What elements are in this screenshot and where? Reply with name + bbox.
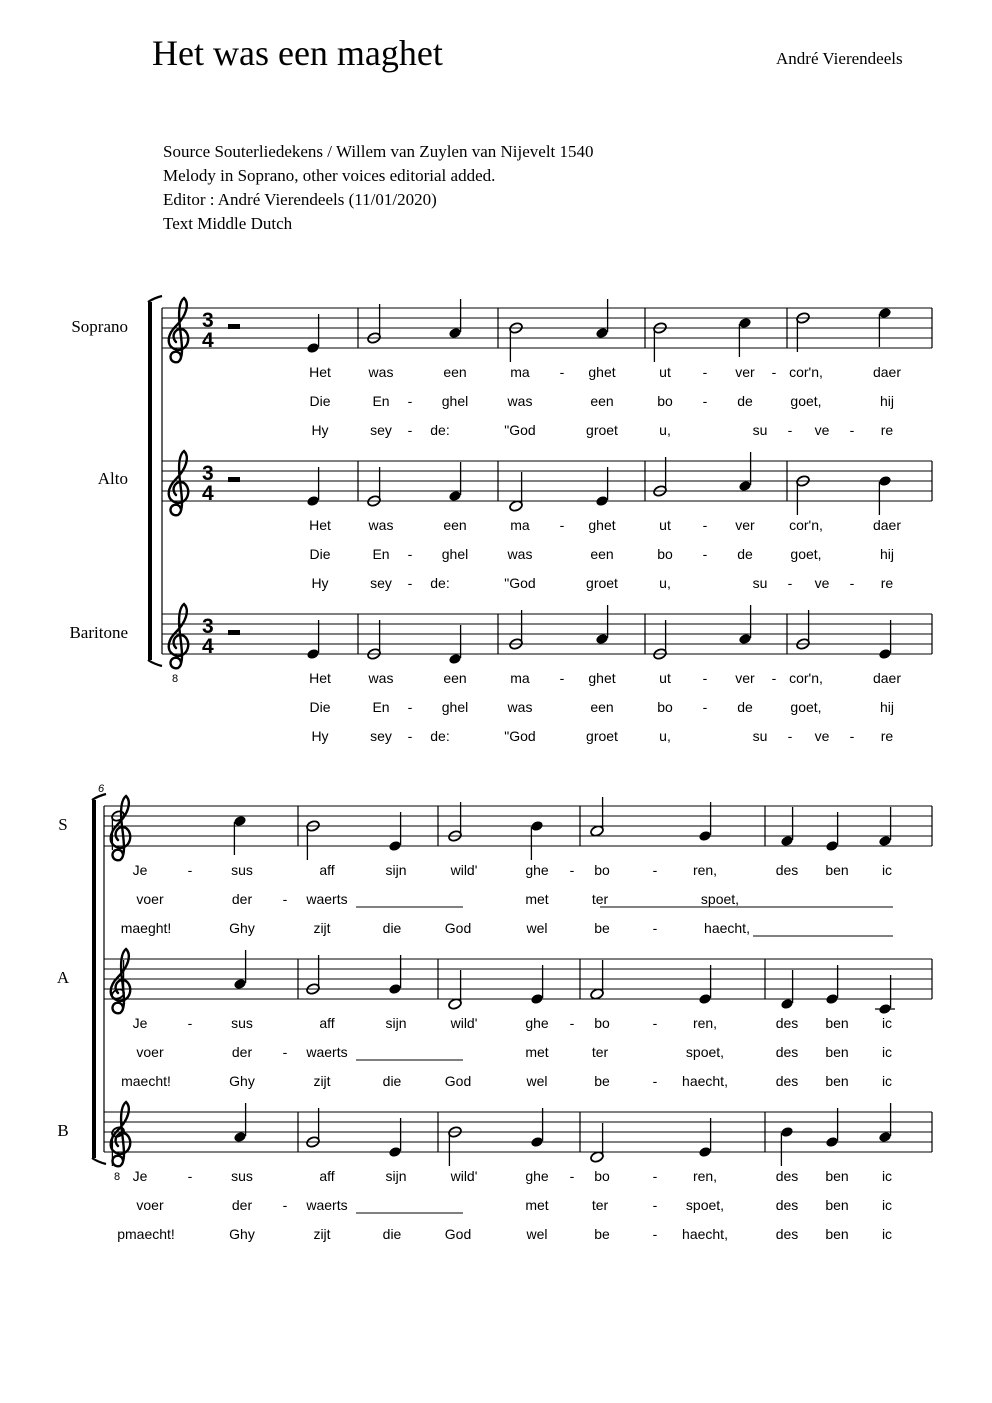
lyric-syllable: ic (881, 1015, 893, 1031)
lyric-syllable: was (507, 699, 533, 715)
lyric-syllable: des (775, 1044, 799, 1060)
lyric-syllable: cor'n, (789, 364, 823, 380)
lyric-syllable: ben (825, 1226, 849, 1242)
lyric-syllable: ben (825, 1168, 849, 1184)
lyric-syllable: spoet, (685, 1197, 725, 1213)
lyric-hyphen: - (282, 1044, 288, 1060)
lyric-syllable: hij (879, 393, 895, 409)
lyric-syllable: hij (879, 546, 895, 562)
lyric-syllable: groet (586, 575, 618, 591)
lyric-hyphen: - (282, 891, 288, 907)
quarter-note (780, 970, 794, 1010)
quarter-note (738, 452, 752, 492)
lyric-syllable: ic (881, 1044, 893, 1060)
lyric-hyphen: - (407, 422, 413, 438)
lyric-syllable: des (775, 1168, 799, 1184)
lyric-hyphen: - (702, 670, 708, 686)
lyric-syllable: En (372, 546, 390, 562)
lyric-syllable: spoet, (700, 891, 740, 907)
lyric-hyphen: - (407, 546, 413, 562)
lyric-hyphen: - (652, 1073, 658, 1089)
lyric-syllable: ben (825, 1015, 849, 1031)
lyric-syllable: daer (872, 364, 902, 380)
quarter-note (233, 815, 247, 855)
lyric-syllable: Je (132, 1168, 148, 1184)
lyric-syllable: En (372, 393, 390, 409)
lyric-syllable: wild' (450, 1168, 478, 1184)
lyric-syllable: zijt (313, 1073, 331, 1089)
lyric-syllable: su (752, 575, 768, 591)
lyric-syllable: de: (430, 422, 450, 438)
lyric-syllable: ren, (692, 1015, 718, 1031)
lyric-syllable: met (525, 1044, 549, 1060)
quarter-note (448, 462, 462, 502)
info-line-editor: Editor : André Vierendeels (11/01/2020) (163, 190, 437, 209)
lyric-syllable: des (775, 1197, 799, 1213)
lyric-syllable: Je (132, 862, 148, 878)
lyric-syllable: zijt (313, 1226, 331, 1242)
lyric-syllable: ghe (525, 862, 549, 878)
lyric-syllable: ghet (588, 670, 616, 686)
quarter-note (233, 950, 247, 990)
lyric-syllable: God (444, 1073, 472, 1089)
lyric-syllable: haecht, (704, 920, 750, 936)
lyric-syllable: Het (309, 517, 331, 533)
lyric-syllable: een (443, 517, 467, 533)
lyric-hyphen: - (407, 575, 413, 591)
lyric-syllable: voer (136, 1197, 164, 1213)
lyric-hyphen: - (787, 422, 793, 438)
half-note (448, 970, 463, 1010)
lyric-hyphen: - (282, 1197, 288, 1213)
lyric-syllable: be (594, 1226, 610, 1242)
lyric-syllable: ma (510, 364, 530, 380)
lyric-hyphen: - (407, 393, 413, 409)
voice-label-baritone: Baritone (69, 623, 128, 642)
lyric-syllable: waerts (306, 891, 348, 907)
time-signature-bottom: 4 (202, 329, 214, 352)
lyric-syllable: maeght! (120, 920, 172, 936)
lyric-syllable: sijn (385, 1168, 407, 1184)
lyric-hyphen: - (787, 575, 793, 591)
lyric-hyphen: - (849, 575, 855, 591)
lyric-syllable: ic (881, 1073, 893, 1089)
lyric-syllable: Het (309, 670, 331, 686)
lyric-syllable: een (443, 364, 467, 380)
page-title: Het was een maghet (152, 33, 443, 73)
lyric-syllable: was (507, 546, 533, 562)
lyric-syllable: was (507, 393, 533, 409)
lyric-syllable: Het (309, 364, 331, 380)
lyric-syllable: een (443, 670, 467, 686)
quarter-note (530, 1108, 544, 1148)
lyric-syllable: ter (591, 1197, 609, 1213)
lyric-syllable: wild' (450, 1015, 478, 1031)
lyric-syllable: een (590, 546, 614, 562)
lyric-syllable: der (231, 1197, 253, 1213)
lyric-syllable: wel (526, 1073, 548, 1089)
lyric-syllable: ic (881, 1226, 893, 1242)
lyric-hyphen: - (652, 920, 658, 936)
lyric-hyphen: - (652, 1226, 658, 1242)
half-note (590, 1123, 605, 1163)
quarter-note (448, 299, 462, 339)
lyric-hyphen: - (652, 1015, 658, 1031)
lyric-syllable: Die (309, 393, 331, 409)
lyric-syllable: ic (881, 1197, 893, 1213)
lyric-hyphen: - (569, 1015, 575, 1031)
lyric-syllable: met (525, 1197, 549, 1213)
lyric-syllable: was (368, 364, 394, 380)
lyric-syllable: met (525, 891, 549, 907)
voice-label-s: S (58, 815, 68, 834)
lyric-syllable: ben (825, 862, 849, 878)
lyric-syllable: voer (136, 1044, 164, 1060)
lyric-syllable: ben (825, 1073, 849, 1089)
lyric-hyphen: - (771, 364, 777, 380)
info-line-melody: Melody in Soprano, other voices editorial added. (163, 166, 496, 185)
lyric-syllable: haecht, (682, 1226, 728, 1242)
lyric-syllable: ma (510, 670, 530, 686)
lyric-syllable: sijn (385, 1015, 407, 1031)
lyric-syllable: goet, (790, 699, 822, 715)
lyric-syllable: groet (586, 422, 618, 438)
quarter-note (780, 807, 794, 847)
lyric-syllable: de (737, 393, 753, 409)
lyric-syllable: goet, (790, 546, 822, 562)
quarter-note (698, 1118, 712, 1158)
lyric-syllable: su (752, 728, 768, 744)
lyric-hyphen: - (652, 1168, 658, 1184)
lyric-syllable: des (775, 1073, 799, 1089)
quarter-note (878, 807, 892, 847)
quarter-note (388, 812, 402, 852)
lyric-syllable: haecht, (682, 1073, 728, 1089)
lyric-syllable: der (231, 891, 253, 907)
quarter-note (698, 965, 712, 1005)
lyric-hyphen: - (559, 670, 565, 686)
lyric-syllable: bo (657, 393, 673, 409)
lyric-syllable: de (737, 699, 753, 715)
lyric-syllable: sus (231, 1168, 253, 1184)
lyric-syllable: sijn (385, 862, 407, 878)
half-rest (228, 630, 240, 635)
lyric-syllable: sus (231, 1015, 253, 1031)
lyric-syllable: "God (504, 575, 536, 591)
lyric-syllable: zijt (313, 920, 331, 936)
lyric-syllable: sey (370, 575, 392, 591)
lyric-hyphen: - (849, 422, 855, 438)
lyric-syllable: maecht! (121, 1073, 171, 1089)
lyric-hyphen: - (702, 364, 708, 380)
lyric-syllable: wel (526, 1226, 548, 1242)
lyric-syllable: des (775, 1015, 799, 1031)
lyric-hyphen: - (407, 728, 413, 744)
lyric-syllable: wild' (450, 862, 478, 878)
quarter-note (595, 605, 609, 645)
lyric-syllable: ut (659, 670, 671, 686)
lyric-syllable: was (368, 670, 394, 686)
lyric-syllable: des (775, 862, 799, 878)
lyric-syllable: waerts (306, 1197, 348, 1213)
lyric-syllable: de: (430, 575, 450, 591)
lyric-syllable: u, (659, 728, 671, 744)
lyric-syllable: ren, (692, 862, 718, 878)
lyric-syllable: Die (309, 546, 331, 562)
lyric-syllable: God (444, 1226, 472, 1242)
lyric-syllable: Hy (311, 422, 329, 438)
octave-mark: 8 (172, 673, 179, 685)
lyric-syllable: die (382, 920, 402, 936)
lyric-syllable: ter (591, 891, 609, 907)
lyric-hyphen: - (569, 862, 575, 878)
lyric-syllable: ve (814, 422, 830, 438)
lyric-syllable: Ghy (229, 1226, 255, 1242)
lyric-syllable: God (444, 920, 472, 936)
lyric-hyphen: - (702, 517, 708, 533)
lyric-syllable: re (880, 728, 894, 744)
lyric-syllable: ut (659, 364, 671, 380)
lyric-hyphen: - (702, 699, 708, 715)
quarter-note (738, 605, 752, 645)
voice-label-alto: Alto (97, 469, 128, 488)
lyric-syllable: ver (735, 364, 755, 380)
lyric-hyphen: - (187, 862, 193, 878)
lyric-syllable: sey (370, 422, 392, 438)
lyric-syllable: de (737, 546, 753, 562)
quarter-note (233, 1103, 247, 1143)
measure-number: 6 (98, 783, 105, 795)
lyric-syllable: hij (879, 699, 895, 715)
half-note (509, 472, 524, 512)
quarter-note (780, 1126, 794, 1166)
lyric-syllable: ve (814, 575, 830, 591)
lyric-hyphen: - (569, 1168, 575, 1184)
lyric-syllable: aff (319, 862, 335, 878)
lyric-syllable: ghel (441, 699, 469, 715)
info-line-text: Text Middle Dutch (163, 214, 293, 233)
quarter-note (306, 467, 320, 507)
lyric-syllable: Je (132, 1015, 148, 1031)
bracket-bottom (148, 660, 162, 666)
lyric-syllable: ghe (525, 1015, 549, 1031)
quarter-note (306, 620, 320, 660)
lyric-hyphen: - (652, 862, 658, 878)
quarter-note (306, 314, 320, 354)
time-signature-bottom: 4 (202, 635, 214, 658)
lyric-syllable: ghel (441, 546, 469, 562)
lyric-syllable: ter (591, 1044, 609, 1060)
lyric-syllable: een (590, 699, 614, 715)
lyric-hyphen: - (187, 1015, 193, 1031)
lyric-syllable: voer (136, 891, 164, 907)
lyric-syllable: bo (657, 546, 673, 562)
lyric-syllable: daer (872, 670, 902, 686)
lyric-syllable: re (880, 575, 894, 591)
quarter-note (595, 467, 609, 507)
lyric-syllable: ghet (588, 517, 616, 533)
lyric-syllable: ghel (441, 393, 469, 409)
lyric-syllable: Hy (311, 728, 329, 744)
lyric-syllable: Ghy (229, 1073, 255, 1089)
quarter-note (388, 955, 402, 995)
lyric-syllable: groet (586, 728, 618, 744)
half-note (111, 960, 126, 1000)
lyric-syllable: Ghy (229, 920, 255, 936)
half-rest (228, 477, 240, 482)
lyric-syllable: waerts (306, 1044, 348, 1060)
lyric-syllable: ben (825, 1044, 849, 1060)
voice-label-soprano: Soprano (71, 317, 128, 336)
quarter-note (878, 1103, 892, 1143)
lyric-syllable: bo (594, 1168, 610, 1184)
lyric-syllable: u, (659, 422, 671, 438)
quarter-note (825, 965, 839, 1005)
lyric-syllable: cor'n, (789, 670, 823, 686)
quarter-note (875, 975, 895, 1015)
quarter-note (388, 1118, 402, 1158)
lyric-syllable: was (368, 517, 394, 533)
lyric-syllable: su (752, 422, 768, 438)
quarter-note (698, 802, 712, 842)
lyric-syllable: ghet (588, 364, 616, 380)
quarter-note (448, 625, 462, 665)
lyric-syllable: "God (504, 728, 536, 744)
quarter-note (530, 820, 544, 860)
lyric-syllable: een (590, 393, 614, 409)
lyric-hyphen: - (559, 517, 565, 533)
lyric-syllable: ic (881, 862, 893, 878)
composer-name: André Vierendeels (776, 49, 903, 68)
lyric-syllable: ver (735, 517, 755, 533)
time-signature-top: 3 (202, 309, 214, 332)
lyric-syllable: pmaecht! (117, 1226, 175, 1242)
time-signature-top: 3 (202, 615, 214, 638)
time-signature-top: 3 (202, 462, 214, 485)
lyric-syllable: cor'n, (789, 517, 823, 533)
half-rest (228, 324, 240, 329)
quarter-note (878, 307, 892, 347)
quarter-note (878, 620, 892, 660)
lyric-syllable: ve (814, 728, 830, 744)
lyric-hyphen: - (702, 546, 708, 562)
lyric-syllable: daer (872, 517, 902, 533)
lyric-hyphen: - (849, 728, 855, 744)
voice-label-a: A (56, 968, 70, 987)
lyric-syllable: spoet, (685, 1044, 725, 1060)
lyric-syllable: aff (319, 1168, 335, 1184)
lyric-syllable: "God (504, 422, 536, 438)
octave-mark: 8 (114, 1171, 121, 1183)
lyric-syllable: sey (370, 728, 392, 744)
lyric-syllable: bo (594, 862, 610, 878)
half-note (590, 797, 605, 837)
lyric-syllable: Die (309, 699, 331, 715)
quarter-note (595, 299, 609, 339)
voice-label-b: B (57, 1121, 69, 1140)
lyric-syllable: ghe (525, 1168, 549, 1184)
lyric-syllable: die (382, 1073, 402, 1089)
lyric-syllable: de: (430, 728, 450, 744)
quarter-note (738, 317, 752, 357)
lyric-syllable: bo (594, 1015, 610, 1031)
lyric-syllable: ver (735, 670, 755, 686)
lyric-hyphen: - (187, 1168, 193, 1184)
lyric-syllable: sus (231, 862, 253, 878)
lyric-syllable: u, (659, 575, 671, 591)
lyric-syllable: goet, (790, 393, 822, 409)
lyric-syllable: ben (825, 1197, 849, 1213)
lyric-hyphen: - (702, 393, 708, 409)
lyric-syllable: aff (319, 1015, 335, 1031)
lyric-syllable: des (775, 1226, 799, 1242)
lyric-hyphen: - (407, 699, 413, 715)
quarter-note (825, 1108, 839, 1148)
lyric-syllable: ut (659, 517, 671, 533)
lyric-hyphen: - (652, 1197, 658, 1213)
lyric-syllable: En (372, 699, 390, 715)
bracket-bottom (92, 1158, 106, 1164)
lyric-syllable: die (382, 1226, 402, 1242)
lyric-hyphen: - (787, 728, 793, 744)
quarter-note (530, 965, 544, 1005)
info-line-source: Source Souterliedekens / Willem van Zuylen van Nijevelt 1540 (163, 142, 594, 161)
lyric-syllable: der (231, 1044, 253, 1060)
lyric-syllable: wel (526, 920, 548, 936)
lyric-syllable: ren, (692, 1168, 718, 1184)
quarter-note (825, 812, 839, 852)
lyric-syllable: bo (657, 699, 673, 715)
lyric-syllable: re (880, 422, 894, 438)
quarter-note (878, 475, 892, 515)
lyric-syllable: be (594, 920, 610, 936)
lyric-syllable: be (594, 1073, 610, 1089)
lyric-syllable: Hy (311, 575, 329, 591)
half-note (590, 960, 605, 1000)
time-signature-bottom: 4 (202, 482, 214, 505)
bracket-top (148, 296, 162, 302)
lyric-hyphen: - (559, 364, 565, 380)
lyric-syllable: ma (510, 517, 530, 533)
lyric-hyphen: - (771, 670, 777, 686)
lyric-syllable: ic (881, 1168, 893, 1184)
